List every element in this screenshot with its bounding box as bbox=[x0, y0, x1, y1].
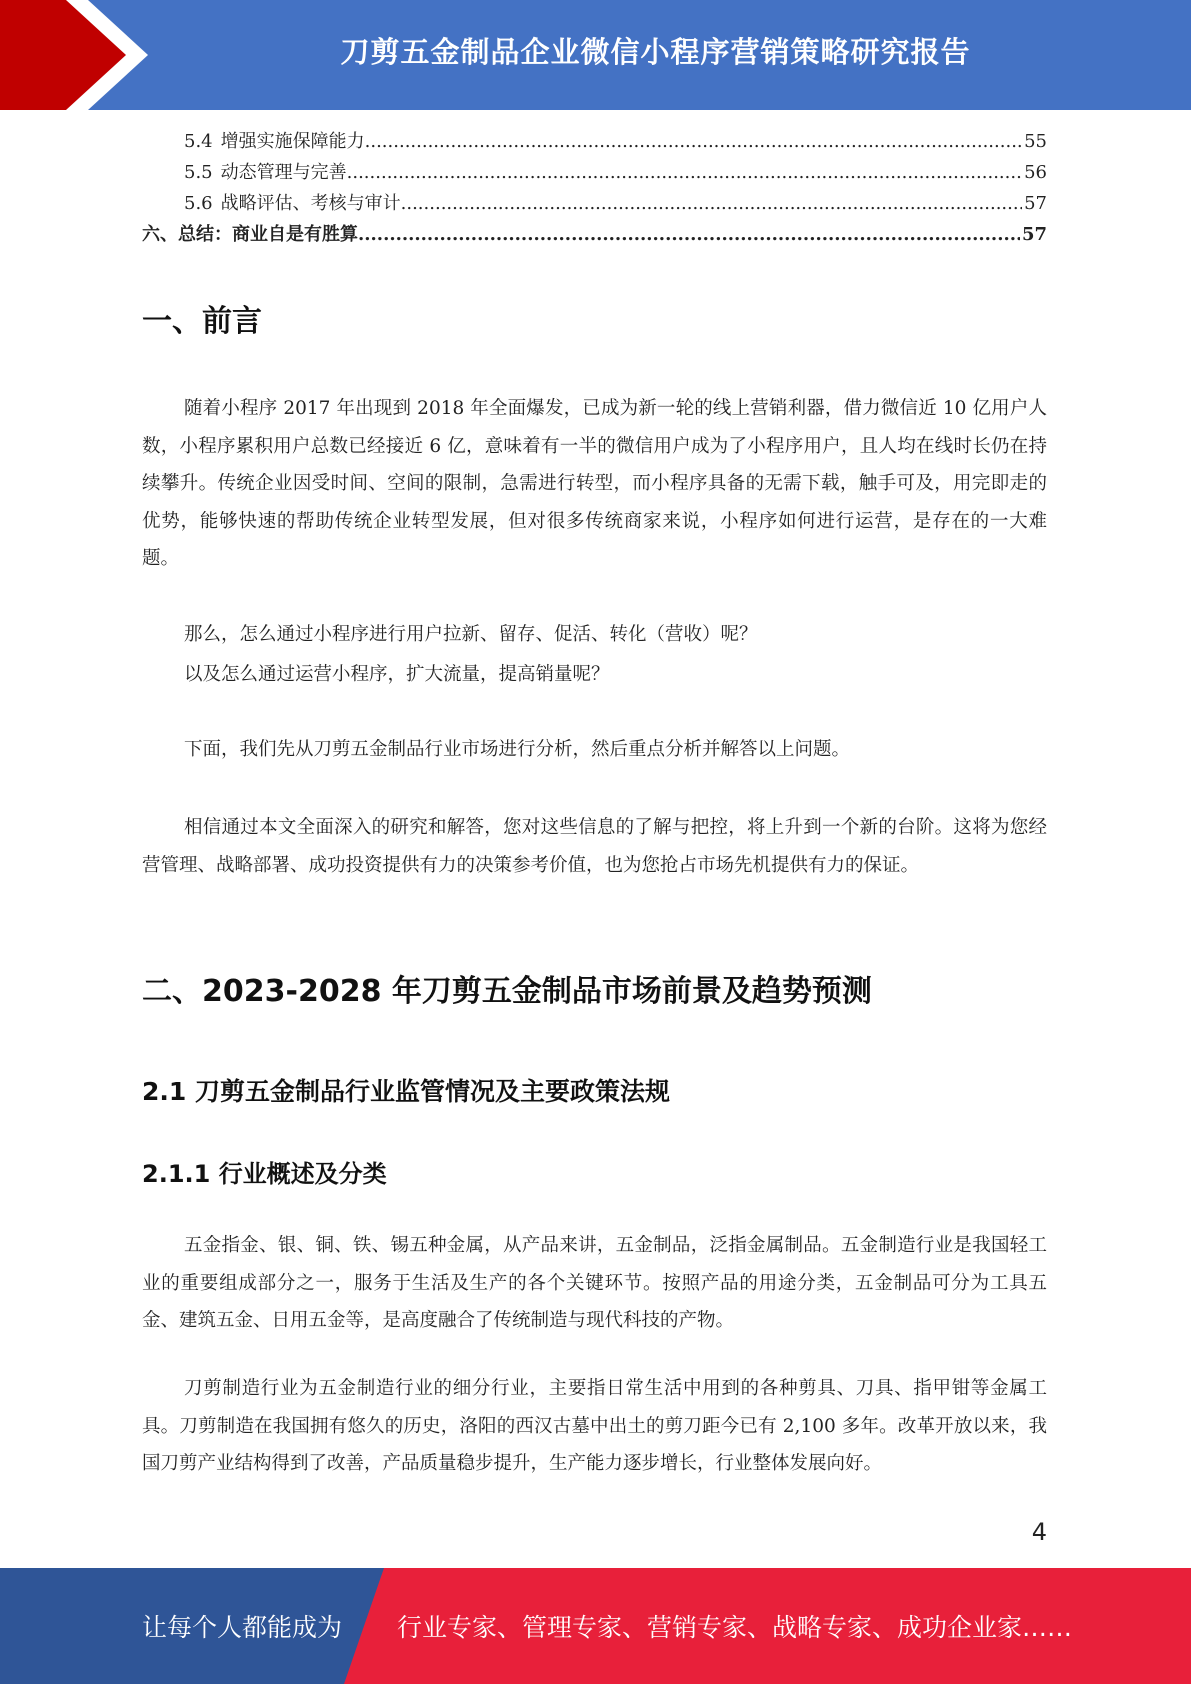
toc-leader-dots bbox=[401, 188, 1022, 219]
section-heading-preface: 一、前言 bbox=[142, 304, 262, 339]
toc-leader-dots bbox=[365, 126, 1022, 157]
paragraph: 五金指金、银、铜、铁、锡五种金属，从产品来讲，五金制品，泛指金属制品。五金制造行业是我国轻工业的重要组成部分之一，服务于生活及生产的各个关键环节。按照产品的用途分类，五金制品可分为工具五金、建筑五金、日用五金等，是高度融合了传统制造与现代科技的产物。 bbox=[142, 1235, 1047, 1331]
toc-entry-number: 5.4 bbox=[184, 131, 213, 152]
footer-slogan-right: 行业专家、管理专家、营销专家、战略专家、成功企业家…… bbox=[397, 1613, 1073, 1642]
toc-entry-page: 57 bbox=[1021, 224, 1047, 245]
toc-entry[interactable] bbox=[142, 219, 1047, 250]
page-footer bbox=[0, 1568, 1191, 1684]
question-line: 以及怎么通过运营小程序，扩大流量，提高销量呢？ bbox=[184, 664, 610, 685]
toc-leader-dots bbox=[347, 157, 1022, 188]
page-header bbox=[0, 0, 1191, 110]
paragraph: 刀剪制造行业为五金制造行业的细分行业，主要指日常生活中用到的各种剪具、刀具、指甲钳等金属工具。刀剪制造在我国拥有悠久的历史，洛阳的西汉古墓中出土的剪刀距今已有 2,100 多年。改革开放以来，我国刀剪产业结构得到了改善，产品质量稳步提升，生产能力逐步增长，行业整体发展向好。 bbox=[142, 1378, 1047, 1474]
toc-entry-number: 5.6 bbox=[184, 193, 213, 214]
page-number: 4 bbox=[1031, 1518, 1047, 1546]
toc-entry-page: 55 bbox=[1024, 131, 1047, 152]
subsection-heading: 2.1 刀剪五金制品行业监管情况及主要政策法规 bbox=[142, 1077, 670, 1106]
toc-entry[interactable] bbox=[142, 126, 1047, 157]
toc-entry-page: 57 bbox=[1024, 193, 1047, 214]
section-heading-market-outlook: 二、2023-2028 年刀剪五金制品市场前景及趋势预测 bbox=[142, 974, 872, 1009]
paragraph: 随着小程序 2017 年出现到 2018 年全面爆发，已成为新一轮的线上营销利器，借力微信近 10 亿用户人数，小程序累积用户总数已经接近 6 亿，意味着有一半的微信用户成为了小程序用户，且人均在线时长仍在持续攀升。传统企业因受时间、空间的限制，急需进行转型，而小程序具备的无需下载，触手可及，用完即走的优势，能够快速的帮助传统企业转型发展，但对很多传统商家来说，小程序如何进行运营，是存在的一大难题。 bbox=[142, 398, 1047, 569]
question-line: 那么，怎么通过小程序进行用户拉新、留存、促活、转化（营收）呢？ bbox=[184, 624, 758, 645]
toc-entry-number: 5.5 bbox=[184, 162, 213, 183]
paragraph: 相信通过本文全面深入的研究和解答，您对这些信息的了解与把控，将上升到一个新的台阶。这将为您经营管理、战略部署、成功投资提供有力的决策参考价值，也为您抢占市场先机提供有力的保证。 bbox=[142, 817, 1047, 876]
toc-entry-title: 动态管理与完善 bbox=[220, 162, 347, 183]
paragraph: 下面，我们先从刀剪五金制品行业市场进行分析，然后重点分析并解答以上问题。 bbox=[184, 739, 851, 760]
toc-entry-title: 战略评估、考核与审计 bbox=[220, 193, 401, 214]
subsubsection-heading: 2.1.1 行业概述及分类 bbox=[142, 1160, 387, 1188]
footer-slogan-left: 让每个人都能成为 bbox=[142, 1613, 343, 1642]
toc-entry[interactable] bbox=[142, 188, 1047, 219]
toc-entry-title: 增强实施保障能力 bbox=[220, 131, 365, 152]
header-title: 刀剪五金制品企业微信小程序营销策略研究报告 bbox=[340, 34, 971, 69]
toc-entry-title: 六、总结：商业自是有胜算 bbox=[142, 224, 358, 245]
toc-entry[interactable] bbox=[142, 157, 1047, 188]
toc-leader-dots bbox=[358, 219, 1020, 250]
toc-list bbox=[142, 126, 1047, 250]
toc-entry-page: 56 bbox=[1024, 162, 1047, 183]
